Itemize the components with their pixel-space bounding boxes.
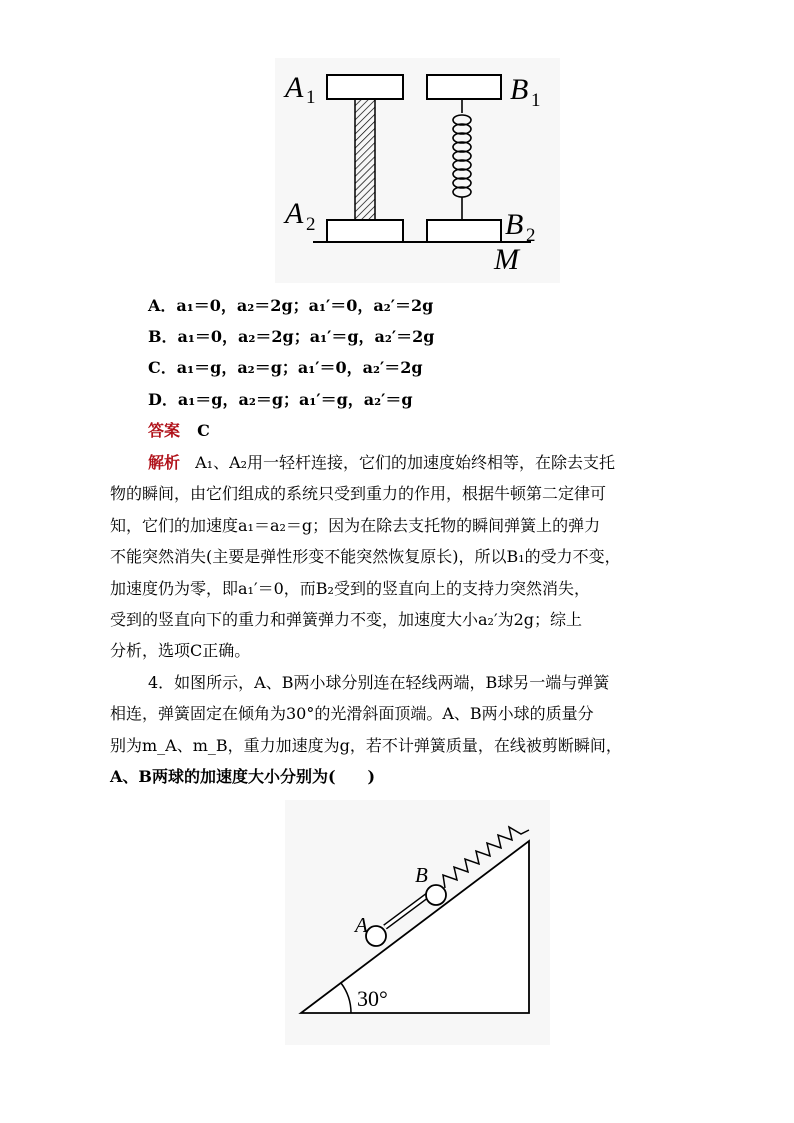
analysis-line-6: 受到的竖直向下的重力和弹簧弹力不变，加速度大小a₂′为2g；综上 [110, 610, 583, 629]
block-b1 [427, 75, 501, 99]
answer-value: C [197, 421, 210, 440]
analysis-line-4: 不能突然消失(主要是弹性形变不能突然恢复原长)，所以B₁的受力不变， [110, 547, 621, 566]
label-a2: A [285, 197, 304, 230]
label-b1: B [510, 73, 529, 106]
question4-line-3: 别为m_A、m_B，重力加速度为g，若不计弹簧质量，在线被剪断瞬间， [110, 736, 622, 755]
figure-rod-spring [275, 58, 560, 283]
label-b2: B [505, 208, 524, 241]
option-d: D．a₁＝g，a₂＝g；a₁′＝g，a₂′＝g [148, 390, 413, 409]
figure-incline [285, 800, 550, 1045]
option-b: B．a₁＝0，a₂＝2g；a₁′＝g，a₂′＝2g [148, 327, 435, 346]
label-b2-sub: 2 [526, 225, 536, 246]
option-a: A．a₁＝0，a₂＝2g；a₁′＝0，a₂′＝2g [148, 296, 434, 315]
analysis-line-5: 加速度仍为零，即a₁′＝0，而B₂受到的竖直向上的支持力突然消失， [110, 579, 590, 598]
analysis-line-2: 物的瞬间，由它们组成的系统只受到重力的作用，根据牛顿第二定律可 [110, 484, 607, 503]
question4-line-1: 4．如图所示，A、B两小球分别连在轻线两端，B球另一端与弹簧 [148, 673, 610, 692]
label-a2-sub: 2 [306, 214, 316, 235]
rod [355, 99, 375, 220]
analysis-label: 解析 [148, 453, 181, 472]
analysis-line-3: 知，它们的加速度a₁＝a₂＝g；因为在除去支托物的瞬间弹簧上的弹力 [110, 516, 601, 535]
label-a1: A [285, 71, 304, 104]
label-b: B [415, 863, 428, 887]
question4-line-4: A、B两球的加速度大小分别为( ) [110, 767, 376, 786]
ball-a [366, 926, 386, 946]
angle-label: 30° [357, 986, 388, 1011]
label-m: M [494, 243, 519, 276]
question4-line-2: 相连，弹簧固定在倾角为30°的光滑斜面顶端。A、B两小球的质量分 [110, 704, 594, 723]
analysis-line-7: 分析，选项C正确。 [110, 641, 251, 660]
block-a2 [327, 220, 403, 242]
block-a1 [327, 75, 403, 99]
ball-b [426, 885, 446, 905]
analysis-line-1: 解析 A₁、A₂用一轻杆连接，它们的加速度始终相等，在除去支托 [148, 453, 616, 472]
label-b1-sub: 1 [531, 90, 541, 111]
block-b2 [427, 220, 501, 242]
answer-label: 答案 [148, 421, 181, 440]
label-a: A [355, 913, 368, 937]
answer-line [148, 421, 718, 441]
option-c: C．a₁＝g，a₂＝g；a₁′＝0，a₂′＝2g [148, 358, 423, 377]
label-a1-sub: 1 [306, 87, 316, 108]
